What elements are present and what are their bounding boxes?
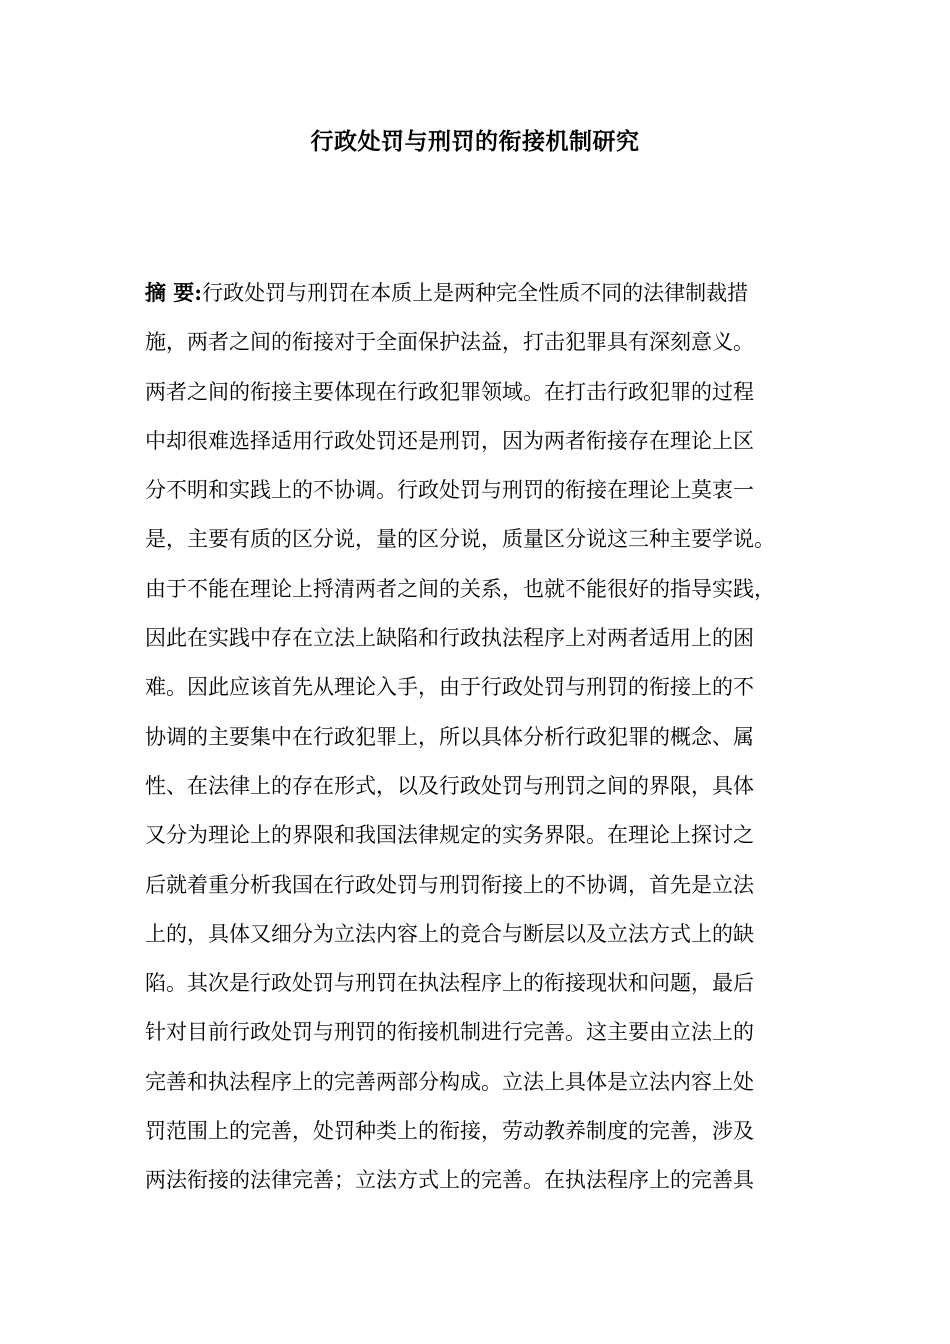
abstract-line: 因此在实践中存在立法上缺陷和行政执法程序上对两者适用上的困 bbox=[145, 626, 754, 651]
abstract-line: 又分为理论上的界限和我国法律规定的实务界限。在理论上探讨之 bbox=[145, 823, 754, 848]
abstract-line: 难。因此应该首先从理论入手，由于行政处罚与刑罚的衔接上的不 bbox=[145, 675, 754, 700]
abstract-line: 完善和执法程序上的完善两部分构成。立法上具体是立法内容上处 bbox=[145, 1069, 754, 1094]
abstract-line: 后就着重分析我国在行政处罚与刑罚衔接上的不协调，首先是立法 bbox=[145, 872, 754, 897]
abstract-line: 两法衔接的法律完善；立法方式上的完善。在执法程序上的完善具 bbox=[145, 1168, 754, 1193]
abstract-line: 性、在法律上的存在形式，以及行政处罚与刑罚之间的界限，具体 bbox=[145, 773, 754, 798]
abstract-line: 上的，具体又细分为立法内容上的竞合与断层以及立法方式上的缺 bbox=[145, 921, 754, 946]
abstract-line: 针对目前行政处罚与刑罚的衔接机制进行完善。这主要由立法上的 bbox=[145, 1020, 754, 1045]
abstract-line: 罚范围上的完善，处罚种类上的衔接，劳动教养制度的完善，涉及 bbox=[145, 1119, 754, 1144]
abstract-line: 中却很难选择适用行政处罚还是刑罚，因为两者衔接存在理论上区 bbox=[145, 428, 754, 453]
abstract-line: 由于不能在理论上捋清两者之间的关系，也就不能很好的指导实践， bbox=[145, 576, 775, 601]
abstract-line: 两者之间的衔接主要体现在行政犯罪领域。在打击行政犯罪的过程 bbox=[145, 379, 754, 404]
abstract-line: 施，两者之间的衔接对于全面保护法益，打击犯罪具有深刻意义。 bbox=[145, 330, 754, 355]
document-title: 行政处罚与刑罚的衔接机制研究 bbox=[310, 128, 640, 155]
abstract-section bbox=[145, 275, 825, 1212]
abstract-line: 陷。其次是行政处罚与刑罚在执法程序上的衔接现状和问题，最后 bbox=[145, 971, 754, 996]
abstract-line: 分不明和实践上的不协调。行政处罚与刑罚的衔接在理论上莫衷一 bbox=[145, 478, 754, 503]
abstract-line: 是，主要有质的区分说，量的区分说，质量区分说这三种主要学说。 bbox=[145, 527, 775, 552]
abstract-line-text: 行政处罚与刑罚在本质上是两种完全性质不同的法律制裁措 bbox=[202, 281, 749, 305]
abstract-line: 协调的主要集中在行政犯罪上，所以具体分析行政犯罪的概念、属 bbox=[145, 724, 754, 749]
abstract-label: 摘 要: bbox=[145, 280, 203, 305]
abstract-line bbox=[145, 275, 825, 324]
